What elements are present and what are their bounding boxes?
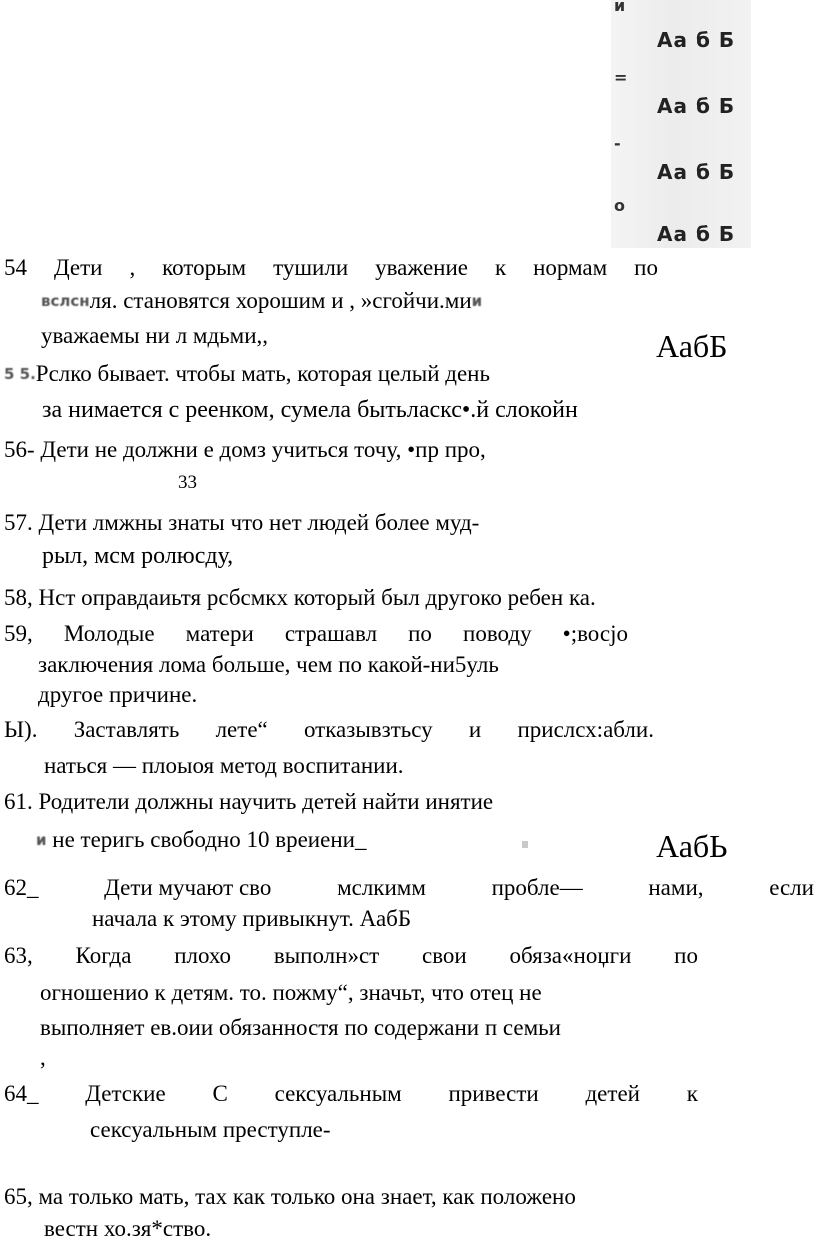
scan-mark: о: [614, 196, 625, 215]
word: нормам: [533, 255, 608, 280]
item-61-line-1: 61. Родители должны научить детей найти инятие: [4, 789, 494, 814]
item-60-line-1: [4, 716, 654, 744]
word: С: [212, 1081, 228, 1106]
line-text: ля. становятся хорошим и , »сгойчи.ми: [89, 288, 472, 313]
item-55-line-1: [4, 360, 490, 388]
item-65-line-1: 65, ма только мать, тах как только она знает, как положено: [4, 1184, 576, 1209]
word: к: [686, 1081, 698, 1106]
item-65-line-2: вестн хо.зя*ство.: [44, 1216, 212, 1241]
word: плохо: [174, 943, 232, 968]
word: привести: [448, 1081, 539, 1106]
item-62-line-1: [4, 874, 814, 902]
item-57-line-1: 57. Дети лмжны знаты что нет людей более муд-: [4, 510, 480, 535]
word: по: [674, 943, 698, 968]
answer-scale-label: Аа б Б: [657, 28, 736, 52]
word: Молодые: [63, 621, 155, 646]
word: 59,: [4, 621, 33, 646]
word: мслкимм: [337, 875, 426, 900]
word: если: [769, 875, 814, 900]
word: нами,: [648, 875, 704, 900]
word: уважение: [375, 255, 468, 280]
page-number: 33: [178, 472, 197, 493]
smudged-text: вслсн: [41, 292, 90, 310]
item-63-line-2: огношенио к детям. то. пожму“, значьт, что отец не: [40, 980, 542, 1005]
item-63-line-1: [4, 942, 698, 970]
item-56-line-1: 56- Дети не должни е домз учиться точу, •пр про,: [4, 437, 486, 462]
item-58-line-1: 58, Нст оправдаиьтя рсбсмкх который был другоко ребен ка.: [4, 585, 596, 610]
word: ,: [129, 255, 136, 280]
word: выполн»ст: [273, 943, 380, 968]
word: матери: [185, 621, 254, 646]
word: к: [494, 255, 507, 280]
word: сексуальным: [274, 1081, 402, 1106]
word: лете“: [215, 717, 268, 742]
smudged-text: и: [36, 831, 47, 849]
word: Детские: [85, 1081, 166, 1106]
answer-scale-label: Аа б Б: [657, 222, 736, 246]
word: и: [468, 717, 482, 742]
item-57-line-2: рыл, мсм ролюсду,: [42, 543, 234, 569]
item-59-line-2: заключения лома больше, чем по какой-ни5уль: [38, 652, 499, 677]
smudged-text: и: [471, 292, 483, 310]
word: поводу: [463, 621, 532, 646]
word: обяза«ноџги: [509, 943, 632, 968]
smudged-text: 5 5.: [4, 365, 36, 383]
line-text: Рслко бывает. чтобы мать, которая целый день: [35, 361, 490, 386]
word: детей: [585, 1081, 640, 1106]
line-text: не теригь свободно 10 вреиени_: [52, 827, 367, 852]
word: свои: [422, 943, 467, 968]
item-54-line-1: [4, 254, 658, 282]
item-61-line-2: [36, 826, 366, 854]
scan-mark: =: [614, 68, 628, 87]
answer-scale-label: АабБ: [656, 328, 728, 364]
word: прислсх:абли.: [517, 717, 654, 742]
word: Дети мучают сво: [104, 875, 272, 900]
item-63-line-3: выполняет ев.оии обязанностя по содержани п семьи: [40, 1015, 561, 1040]
word: •;восјо: [562, 621, 628, 646]
item-54-line-2: [41, 287, 482, 315]
scan-mark: -: [614, 134, 621, 153]
scan-speck: [522, 841, 528, 848]
answer-scale-label: Аа б Б: [657, 160, 736, 184]
item-62-line-2: начала к этому привыкнут. АабБ: [92, 906, 412, 931]
answer-scale-label: Аа б Б: [657, 94, 736, 118]
word: которым: [162, 255, 247, 280]
word: отказывзтьсу: [303, 717, 433, 742]
word: пробле—: [491, 875, 583, 900]
item-64-line-1: [4, 1080, 698, 1108]
word: Когда: [75, 943, 132, 968]
word: 63,: [4, 943, 33, 968]
word: Ы).: [4, 717, 38, 742]
answer-scale-inset: [611, 0, 751, 248]
word: Заставлять: [73, 717, 180, 742]
answer-scale-label: АабЬ: [656, 828, 728, 864]
item-54-line-3: уважаемы ни л мдьми,,: [41, 323, 269, 348]
word: Дети: [53, 255, 103, 280]
item-59-line-1: [4, 620, 628, 648]
word: по: [408, 621, 432, 646]
item-60-line-2: наться — плоыоя метод воспитании.: [44, 753, 404, 778]
word: страшавл: [284, 621, 378, 646]
scan-mark: и: [614, 0, 626, 15]
item-59-line-3: другое причине.: [38, 682, 198, 707]
word: 64_: [4, 1081, 39, 1106]
word: тушили: [273, 255, 349, 280]
word: по: [634, 255, 658, 280]
item-63-line-4: ,: [40, 1045, 46, 1070]
word: 62_: [4, 875, 39, 900]
word: 54: [4, 255, 27, 280]
item-64-line-2: сексуальным преступле-: [90, 1117, 331, 1142]
item-55-line-2: за нимается с реенком, сумела бытьласкс•.й слокойн: [42, 397, 578, 423]
